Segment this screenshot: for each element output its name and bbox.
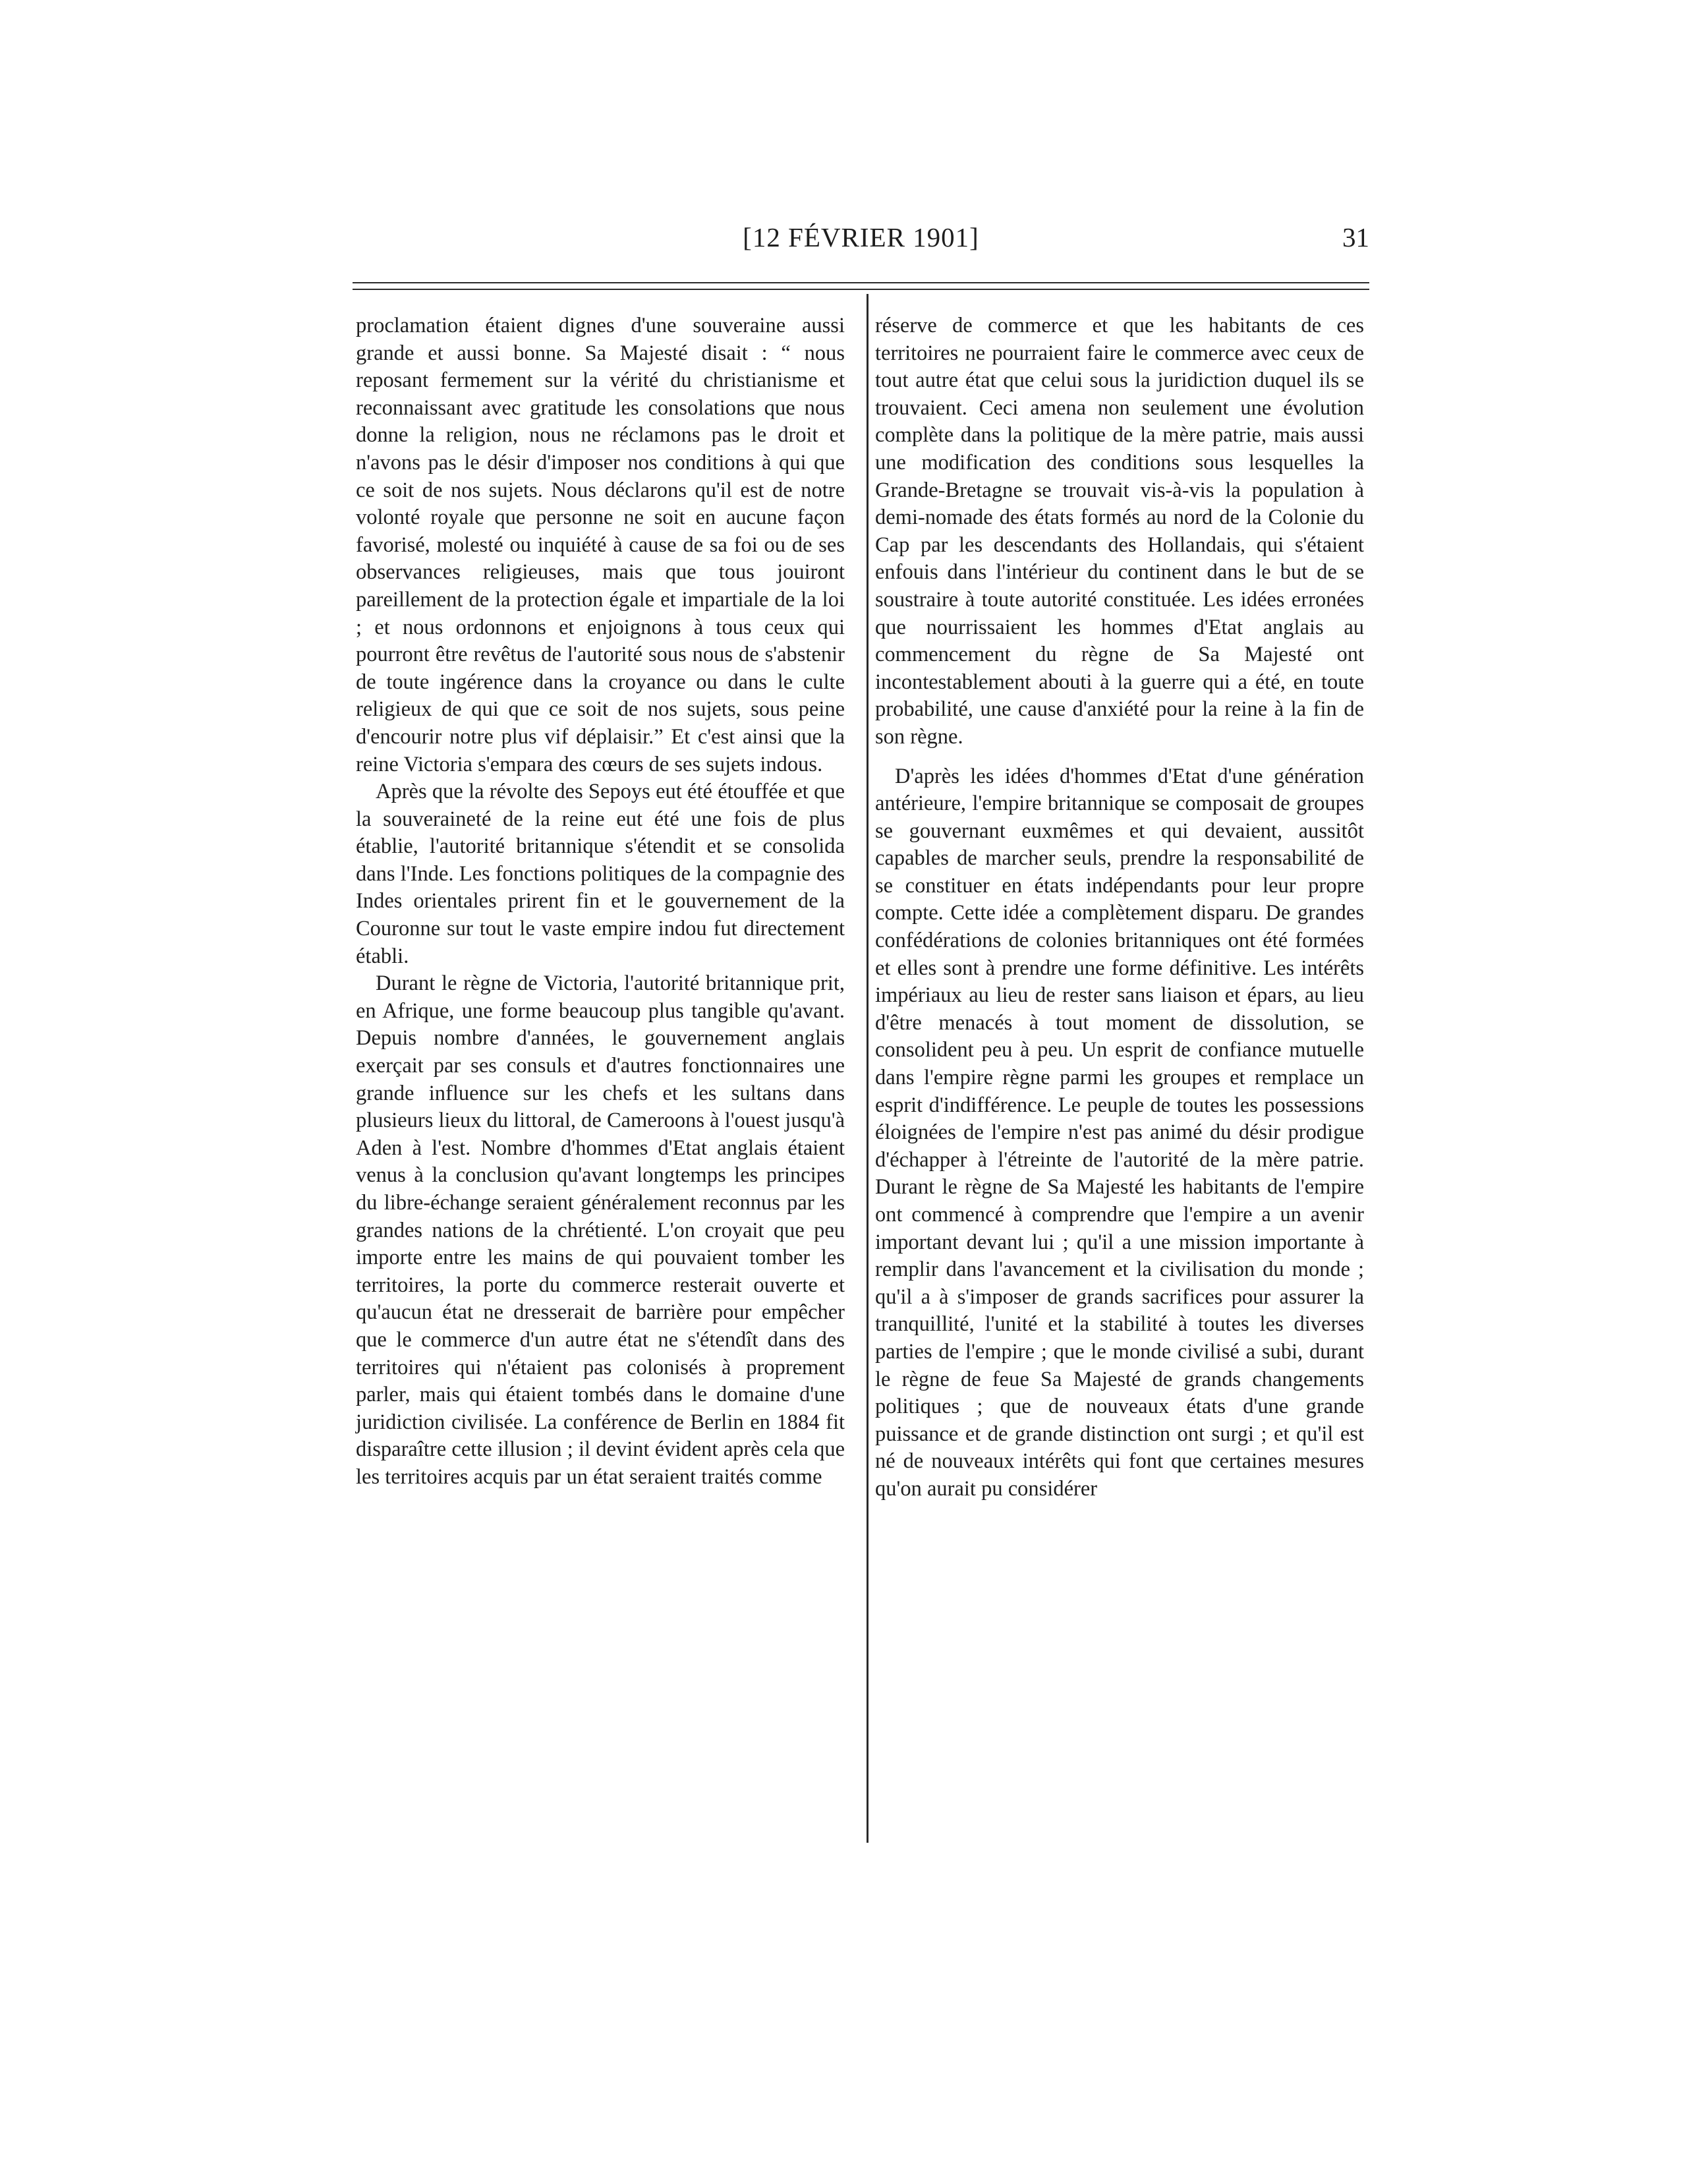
issue-date: [12 FÉVRIER 1901] xyxy=(743,222,979,252)
paragraph: D'après les idées d'hommes d'Etat d'une génération antérieure, l'empire britannique se composait de groupes se gouvernant euxmêmes et qui devaient, aussitôt capables de marcher seuls, prendre la responsabilité de se constituer en états indépendants pour leur propre compte. Cette idée a complètement disparu. De grandes confédérations de colonies britanniques ont été formées et elles sont à prendre une forme définitive. Les intérêts impériaux au lieu de rester sans liaison et épars, au lieu d'être menacés à tout moment de dissolution, se consolident peu à peu. Un esprit de confiance mutuelle dans l'empire règne parmi les groupes et remplace un esprit d'indifférence. Le peuple de toutes les possessions éloignées de l'empire n'est pas animé du désir prodigue d'échapper à l'étreinte de l'autorité de la mère patrie. Durant le règne de Sa Majesté les habitants de l'empire ont commencé à comprendre que l'empire a un avenir important devant lui ; qu'il a une mission importante à remplir dans l'avancement et la civilisation du monde ; qu'il a à s'imposer de grands sacrifices pour assurer la tranquillité, l'unité et la stabilité à toutes les diverses parties de l'empire ; que le monde civilisé a subi, durant le règne de feue Sa Majesté de grands changements politiques ; que de nouveaux états d'une grande puissance et de grande distinction ont surgi ; et qu'il est né de nouveaux intérêts qui font que certaines mesures qu'on aurait pu considérer xyxy=(875,764,1364,1501)
column-divider xyxy=(867,294,868,1843)
paragraph: réserve de commerce et que les habitants de ces territoires ne pourraient faire le commerce avec ceux de tout autre état que celui sous la juridiction duquel ils se trouvaient. Ceci amena non seulement une évolution complète dans la politique de la mère patrie, mais aussi une modification des conditions sous lesquelles la Grande-Bretagne se trouvait vis-à-vis la population à demi-nomade des états formés au nord de la Colonie du Cap par les descendants des Hollandais, qui s'étaient enfouis dans l'intérieur du continent dans le but de se soustraire à toute autorité constituée. Les idées erronées que nourrissaient les hommes d'Etat anglais au commencement du règne de Sa Majesté ont incontestablement abouti à la guerre qui a été, en toute probabilité, une cause d'anxiété pour la reine à la fin de son règne. xyxy=(875,314,1364,749)
paragraph: Après que la révolte des Sepoys eut été étouffée et que la souveraineté de la reine eut été une fois de plus établie, l'autorité britannique s'étendit et se consolida dans l'Inde. Les fonctions politiques de la compagnie des Indes orientales prirent fin et le gouvernement de la Couronne sur tout le vaste empire indou fut directement établi. xyxy=(356,780,845,968)
page-header xyxy=(353,221,1369,261)
right-column xyxy=(875,312,1364,1503)
paragraph: proclamation étaient dignes d'une souveraine aussi grande et aussi bonne. Sa Majesté disait : “ nous reposant fermement sur la vérité du christianisme et reconnaissant avec gratitude les consolations que nous donne la religion, nous ne réclamons pas le droit et n'avons pas le désir d'imposer nos conditions à qui que ce soit de nos sujets. Nous déclarons qu'il est de notre volonté royale que personne ne soit en aucune façon favorisé, molesté ou inquiété à cause de sa foi ou de ses observances religieuses, mais que tous jouiront pareillement de la protection égale et impartiale de la loi ; et nous ordonnons et enjoignons à tous ceux qui pourront être revêtus de l'autorité sous nous de s'abstenir de toute ingérence dans la croyance ou dans le culte religieux de qui que ce soit de nos sujets, sous peine d'encourir notre plus vif déplaisir.” Et c'est ainsi que la reine Victoria s'empara des cœurs de ses sujets indous. xyxy=(356,314,845,776)
left-column xyxy=(356,312,845,1491)
header-rule-bottom xyxy=(353,289,1369,290)
paragraph: Durant le règne de Victoria, l'autorité britannique prit, en Afrique, une forme beaucoup plus tangible qu'avant. Depuis nombre d'années, le gouvernement anglais exerçait par ses consuls et d'autres fonctionnaires une grande influence sur les chefs et les sultans dans plusieurs lieux du littoral, de Cameroons à l'ouest jusqu'à Aden à l'est. Nombre d'hommes d'Etat anglais étaient venus à la conclusion qu'avant longtemps les principes du libre-échange seraient généralement reconnus par les grandes nations de la chrétienté. L'on croyait que peu importe entre les mains de qui pouvaient tomber les territoires, la porte du commerce resterait ouverte et qu'aucun état ne dresserait de barrière pour empêcher que le commerce d'un autre état ne s'étendît dans des territoires qui n'étaient pas colonisés à proprement parler, mais qui étaient tombés dans le domaine d'une juridiction civilisée. La conférence de Berlin en 1884 fit disparaître cette illusion ; il devint évident après cela que les territoires acquis par un état seraient traités comme xyxy=(356,971,845,1489)
header-rule-top xyxy=(353,282,1369,283)
page-number: 31 xyxy=(1342,222,1369,252)
